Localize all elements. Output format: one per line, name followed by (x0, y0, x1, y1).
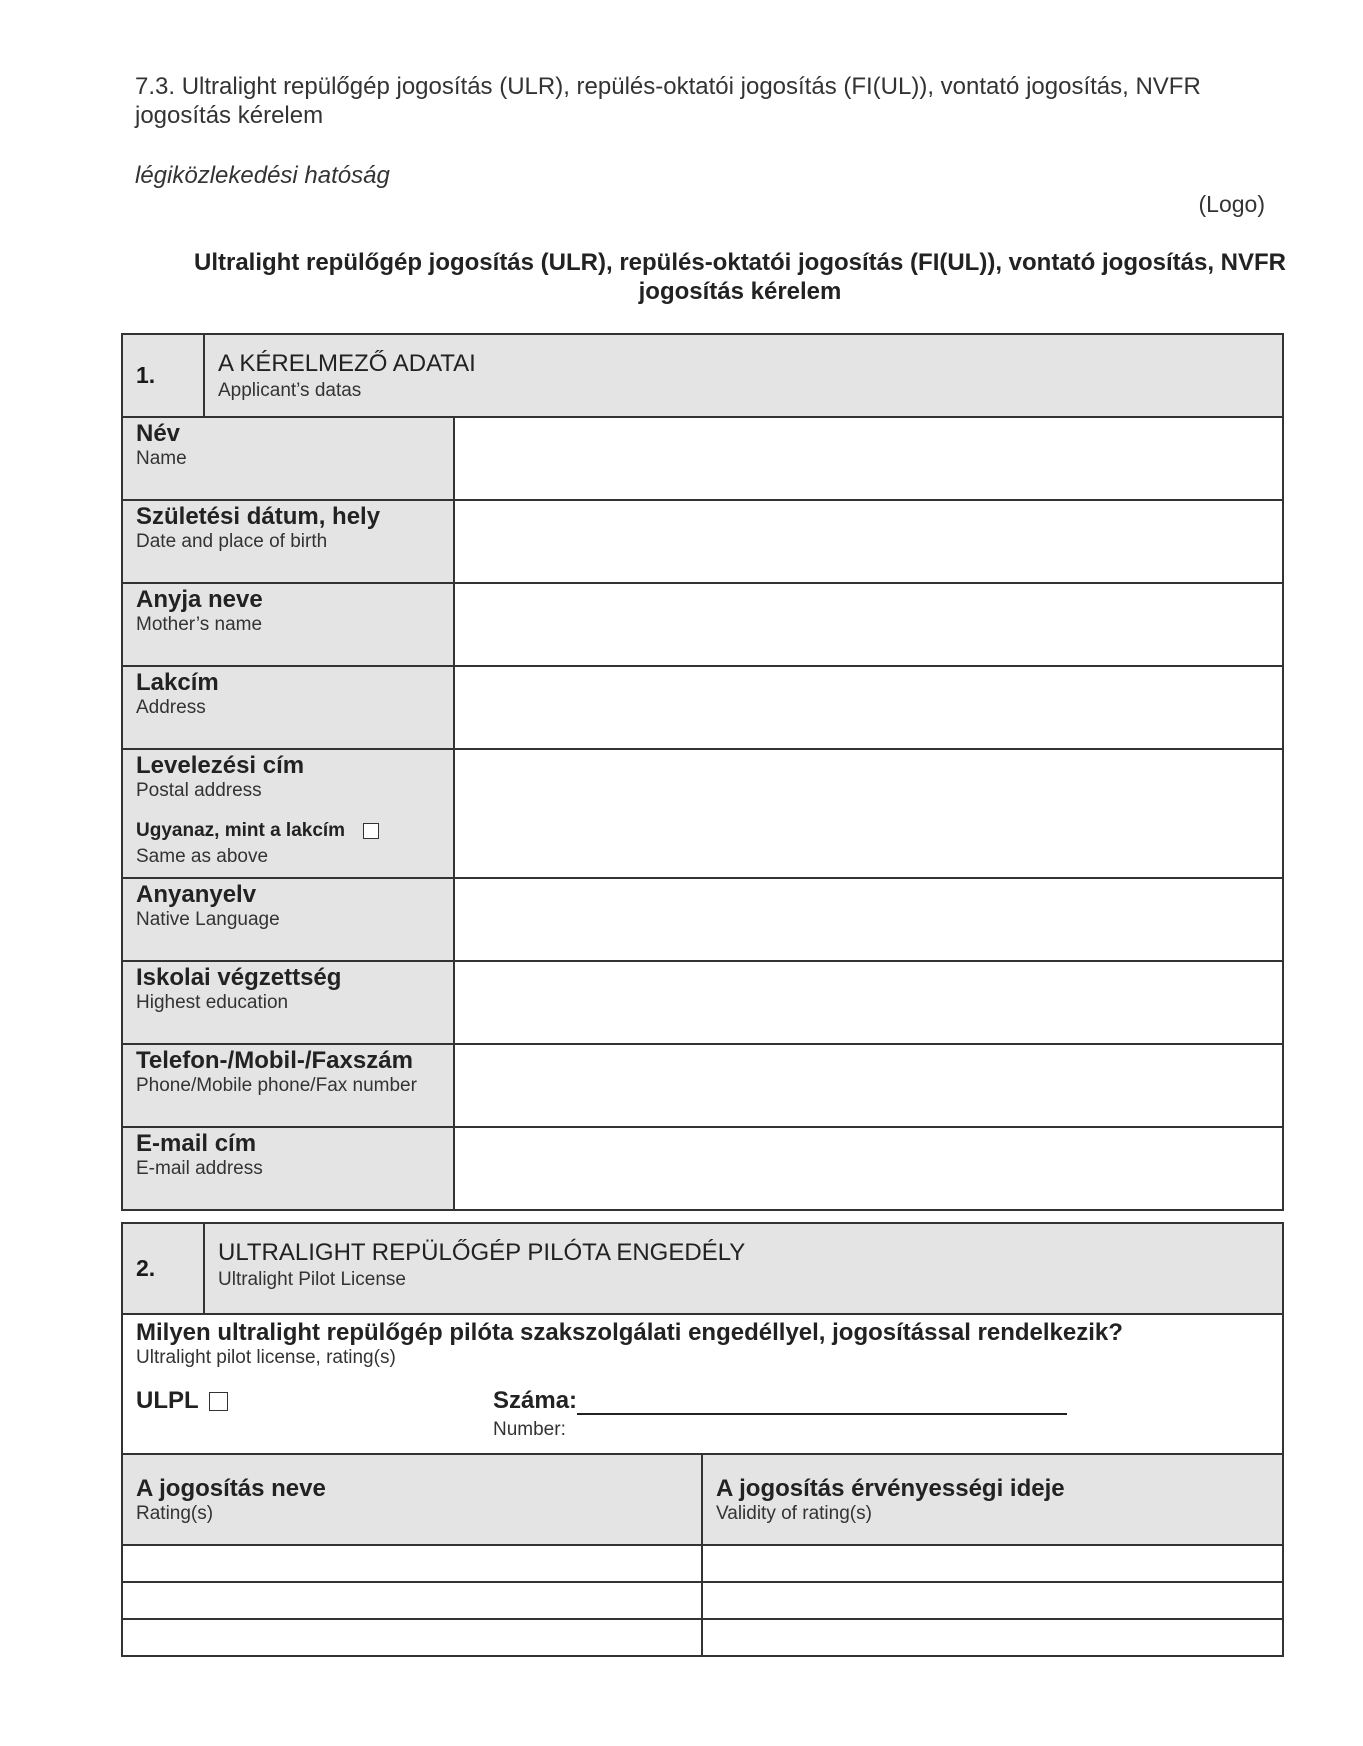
question-hu: Milyen ultralight repülőgép pilóta szakszolgálati engedéllyel, jogosítással rendelkezik? (136, 1319, 1123, 1346)
field-label (122, 961, 454, 1044)
section-heading (204, 1223, 1283, 1314)
field-row-language (122, 878, 1283, 961)
phone-field[interactable] (454, 1044, 1283, 1127)
field-label (122, 878, 454, 961)
section-title: ULTRALIGHT REPÜLŐGÉP PILÓTA ENGEDÉLY (218, 1239, 746, 1266)
label-hu: Levelezési cím (136, 752, 305, 779)
label-en: Name (136, 448, 187, 469)
label-en: Address (136, 697, 206, 718)
label-en: Highest education (136, 992, 289, 1013)
label-en: Postal address (136, 780, 262, 801)
rating-validity-cell[interactable] (702, 1619, 1283, 1656)
section-title: A KÉRELMEZŐ ADATAI (218, 350, 476, 377)
field-label (122, 1044, 454, 1127)
ulpl-option (136, 1387, 228, 1415)
pilot-license-table (121, 1222, 1284, 1657)
label-hu: Anyja neve (136, 586, 263, 613)
label-en: Phone/Mobile phone/Fax number (136, 1075, 417, 1096)
name-field[interactable] (454, 417, 1283, 500)
field-row-education (122, 961, 1283, 1044)
native-language-field[interactable] (454, 878, 1283, 961)
same-as-address-label-en: Same as above (136, 846, 269, 867)
label-en: Date and place of birth (136, 531, 328, 552)
label-hu: E-mail cím (136, 1130, 257, 1157)
applicant-data-table (121, 333, 1284, 1211)
field-row-email (122, 1127, 1283, 1210)
field-row-address (122, 666, 1283, 749)
field-label (122, 500, 454, 583)
license-question-row (122, 1314, 1283, 1454)
same-as-address-label: Ugyanaz, mint a lakcím (136, 820, 346, 841)
label-en: Rating(s) (136, 1503, 214, 1524)
ratings-header-row (122, 1454, 1283, 1545)
field-label (122, 666, 454, 749)
logo-placeholder: (Logo) (1198, 191, 1265, 217)
label-hu: Lakcím (136, 669, 219, 696)
section2-header (122, 1223, 1283, 1314)
rating-name-cell[interactable] (122, 1582, 702, 1619)
section-heading (204, 334, 1283, 417)
label-en: Validity of rating(s) (716, 1503, 872, 1524)
mother-name-field[interactable] (454, 583, 1283, 666)
email-field[interactable] (454, 1127, 1283, 1210)
field-row-phone (122, 1044, 1283, 1127)
rating-validity-cell[interactable] (702, 1545, 1283, 1582)
same-as-address-checkbox[interactable] (363, 823, 379, 839)
section-number: 2. (122, 1223, 204, 1314)
address-field[interactable] (454, 666, 1283, 749)
rating-validity-cell[interactable] (702, 1582, 1283, 1619)
field-row-birth (122, 500, 1283, 583)
label-hu: Születési dátum, hely (136, 503, 381, 530)
ulpl-label: ULPL (136, 1387, 199, 1414)
rating-name-cell[interactable] (122, 1545, 702, 1582)
rating-name-header (122, 1454, 702, 1545)
rating-validity-header (702, 1454, 1283, 1545)
section-number: 1. (122, 334, 204, 417)
label-hu: A jogosítás neve (136, 1475, 326, 1502)
ulpl-checkbox[interactable] (209, 1392, 228, 1411)
section-subtitle: Ultralight Pilot License (218, 1269, 406, 1290)
label-hu: Anyanyelv (136, 881, 257, 908)
license-number-label: Száma: (493, 1387, 578, 1414)
ulpl-row (136, 1369, 1269, 1453)
license-question (122, 1314, 1283, 1454)
field-label (122, 1127, 454, 1210)
birth-date-place-field[interactable] (454, 500, 1283, 583)
same-as-address-option (136, 820, 440, 842)
document-reference: 7.3. Ultralight repülőgép jogosítás (ULR), repülés-oktatói jogosítás (FI(UL)), vontató jogosítás, NVFR jogosítás kérelem (135, 73, 1201, 129)
question-en: Ultralight pilot license, rating(s) (136, 1347, 396, 1368)
label-hu: A jogosítás érvényességi ideje (716, 1475, 1065, 1502)
rating-name-cell[interactable] (122, 1619, 702, 1656)
field-row-postal (122, 749, 1283, 878)
table-row (122, 1582, 1283, 1619)
label-hu: Név (136, 420, 181, 447)
label-en: E-mail address (136, 1158, 263, 1179)
field-label (122, 417, 454, 500)
field-row-mother (122, 583, 1283, 666)
page-title: Ultralight repülőgép jogosítás (ULR), repülés-oktatói jogosítás (FI(UL)), vontató jogosítás, NVFR jogosítás kérelem (193, 249, 1287, 305)
table-row (122, 1545, 1283, 1582)
label-en: Mother’s name (136, 614, 263, 635)
field-row-name (122, 417, 1283, 500)
license-number-field[interactable] (577, 1389, 1067, 1415)
education-field[interactable] (454, 961, 1283, 1044)
postal-address-field[interactable] (454, 749, 1283, 878)
license-number-block (493, 1387, 1067, 1441)
field-label (122, 583, 454, 666)
label-hu: Iskolai végzettség (136, 964, 342, 991)
label-en: Native Language (136, 909, 280, 930)
section1-header (122, 334, 1283, 417)
authority-name: légiközlekedési hatóság (135, 162, 390, 189)
label-hu: Telefon-/Mobil-/Faxszám (136, 1047, 413, 1074)
license-number-label-en: Number: (493, 1419, 566, 1440)
table-row (122, 1619, 1283, 1656)
field-label (122, 749, 454, 878)
section-subtitle: Applicant’s datas (218, 380, 362, 401)
